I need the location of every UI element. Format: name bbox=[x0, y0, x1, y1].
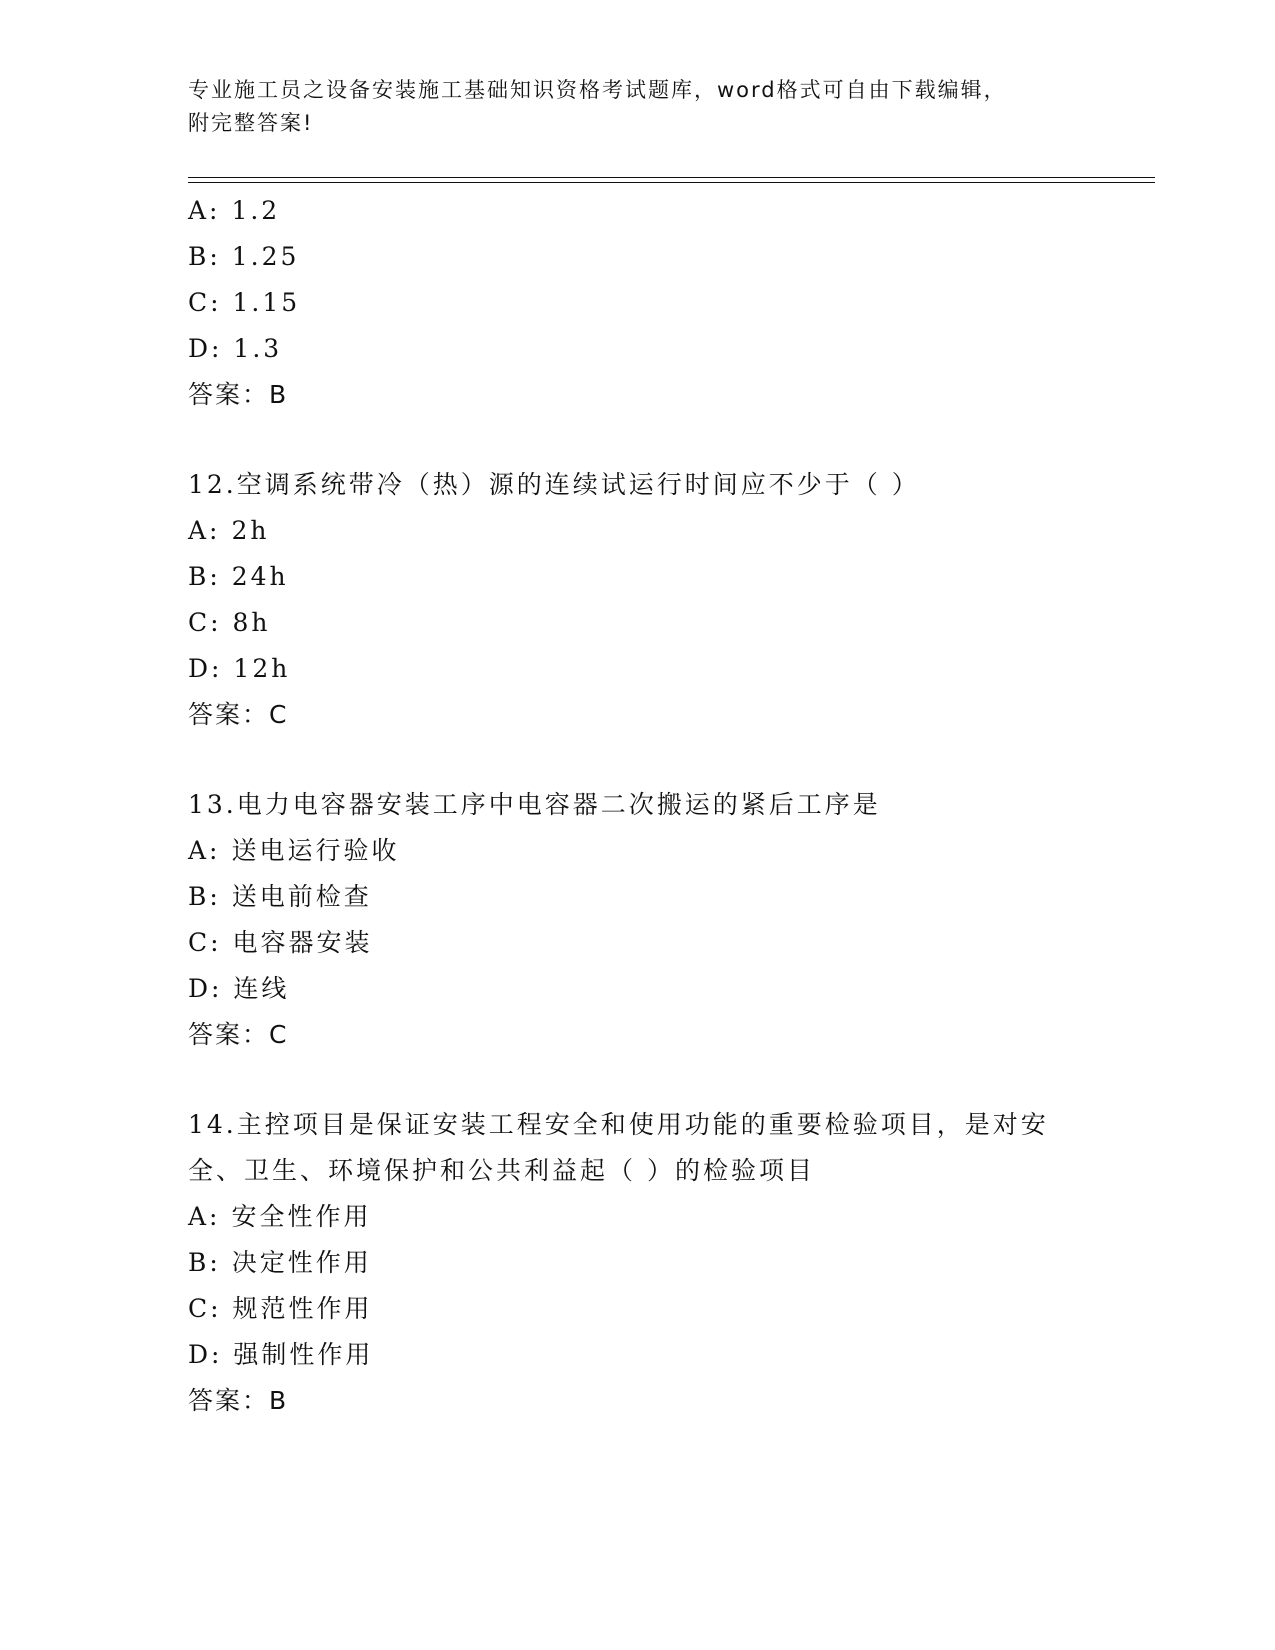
question-stem-line-1: 14.主控项目是保证安装工程安全和使用功能的重要检验项目，是对安 bbox=[188, 1110, 1049, 1139]
option-label: B: bbox=[188, 882, 232, 911]
option-d bbox=[188, 966, 1088, 1012]
option-text: 1.15 bbox=[232, 288, 301, 317]
option-b bbox=[188, 1240, 1088, 1286]
option-d bbox=[188, 646, 1088, 692]
option-label: D: bbox=[188, 334, 234, 363]
option-label: A: bbox=[188, 516, 232, 545]
option-b bbox=[188, 554, 1088, 600]
answer: 答案：B bbox=[188, 1386, 289, 1415]
option-text: 送电前检查 bbox=[231, 882, 372, 911]
option-text: 1.3 bbox=[233, 334, 283, 363]
option-text: 24h bbox=[231, 562, 289, 591]
header-divider-bottom bbox=[188, 182, 1155, 183]
option-text: 规范性作用 bbox=[232, 1294, 373, 1323]
option-label: B: bbox=[188, 242, 232, 271]
question-list bbox=[188, 188, 1088, 1424]
option-label: B: bbox=[188, 562, 232, 591]
option-a bbox=[188, 1194, 1088, 1240]
option-label: C: bbox=[188, 1294, 233, 1323]
option-label: D: bbox=[188, 974, 234, 1003]
option-label: A: bbox=[188, 196, 232, 225]
option-text: 安全性作用 bbox=[231, 1202, 372, 1231]
option-a bbox=[188, 188, 1088, 234]
spacer bbox=[188, 418, 1088, 462]
option-c bbox=[188, 600, 1088, 646]
header-line-1: 专业施工员之设备安装施工基础知识资格考试题库，word格式可自由下载编辑， bbox=[188, 78, 1007, 102]
option-label: C: bbox=[188, 928, 233, 957]
spacer bbox=[188, 738, 1088, 782]
option-text: 电容器安装 bbox=[232, 928, 373, 957]
option-a bbox=[188, 828, 1088, 874]
answer: 答案：B bbox=[188, 380, 289, 409]
option-label: C: bbox=[188, 288, 233, 317]
option-c bbox=[188, 280, 1088, 326]
option-text: 1.2 bbox=[231, 196, 281, 225]
question-11 bbox=[188, 188, 1088, 418]
question-12 bbox=[188, 462, 1088, 738]
option-label: A: bbox=[188, 836, 232, 865]
header-line-2: 附完整答案! bbox=[188, 111, 314, 135]
option-d bbox=[188, 326, 1088, 372]
spacer bbox=[188, 1058, 1088, 1102]
option-label: D: bbox=[188, 1340, 234, 1369]
option-text: 送电运行验收 bbox=[231, 836, 400, 865]
question-stem-line-2: 全、卫生、环境保护和公共利益起（ ）的检验项目 bbox=[188, 1156, 815, 1185]
option-text: 8h bbox=[232, 608, 271, 637]
option-text: 12h bbox=[233, 654, 291, 683]
option-label: D: bbox=[188, 654, 234, 683]
option-b bbox=[188, 874, 1088, 920]
answer: 答案：C bbox=[188, 1020, 289, 1049]
option-label: C: bbox=[188, 608, 233, 637]
option-c bbox=[188, 920, 1088, 966]
option-text: 强制性作用 bbox=[233, 1340, 374, 1369]
option-b bbox=[188, 234, 1088, 280]
option-c bbox=[188, 1286, 1088, 1332]
option-d bbox=[188, 1332, 1088, 1378]
option-text: 连线 bbox=[233, 974, 290, 1003]
question-14 bbox=[188, 1102, 1088, 1424]
question-stem: 12.空调系统带冷（热）源的连续试运行时间应不少于（ ） bbox=[188, 470, 920, 499]
option-label: A: bbox=[188, 1202, 232, 1231]
question-stem: 13.电力电容器安装工序中电容器二次搬运的紧后工序是 bbox=[188, 790, 881, 819]
option-text: 1.25 bbox=[231, 242, 300, 271]
option-a bbox=[188, 508, 1088, 554]
option-text: 2h bbox=[231, 516, 270, 545]
document-header bbox=[188, 74, 1088, 140]
header-divider-top bbox=[188, 177, 1155, 178]
option-label: B: bbox=[188, 1248, 232, 1277]
answer: 答案：C bbox=[188, 700, 289, 729]
question-13 bbox=[188, 782, 1088, 1058]
option-text: 决定性作用 bbox=[231, 1248, 372, 1277]
